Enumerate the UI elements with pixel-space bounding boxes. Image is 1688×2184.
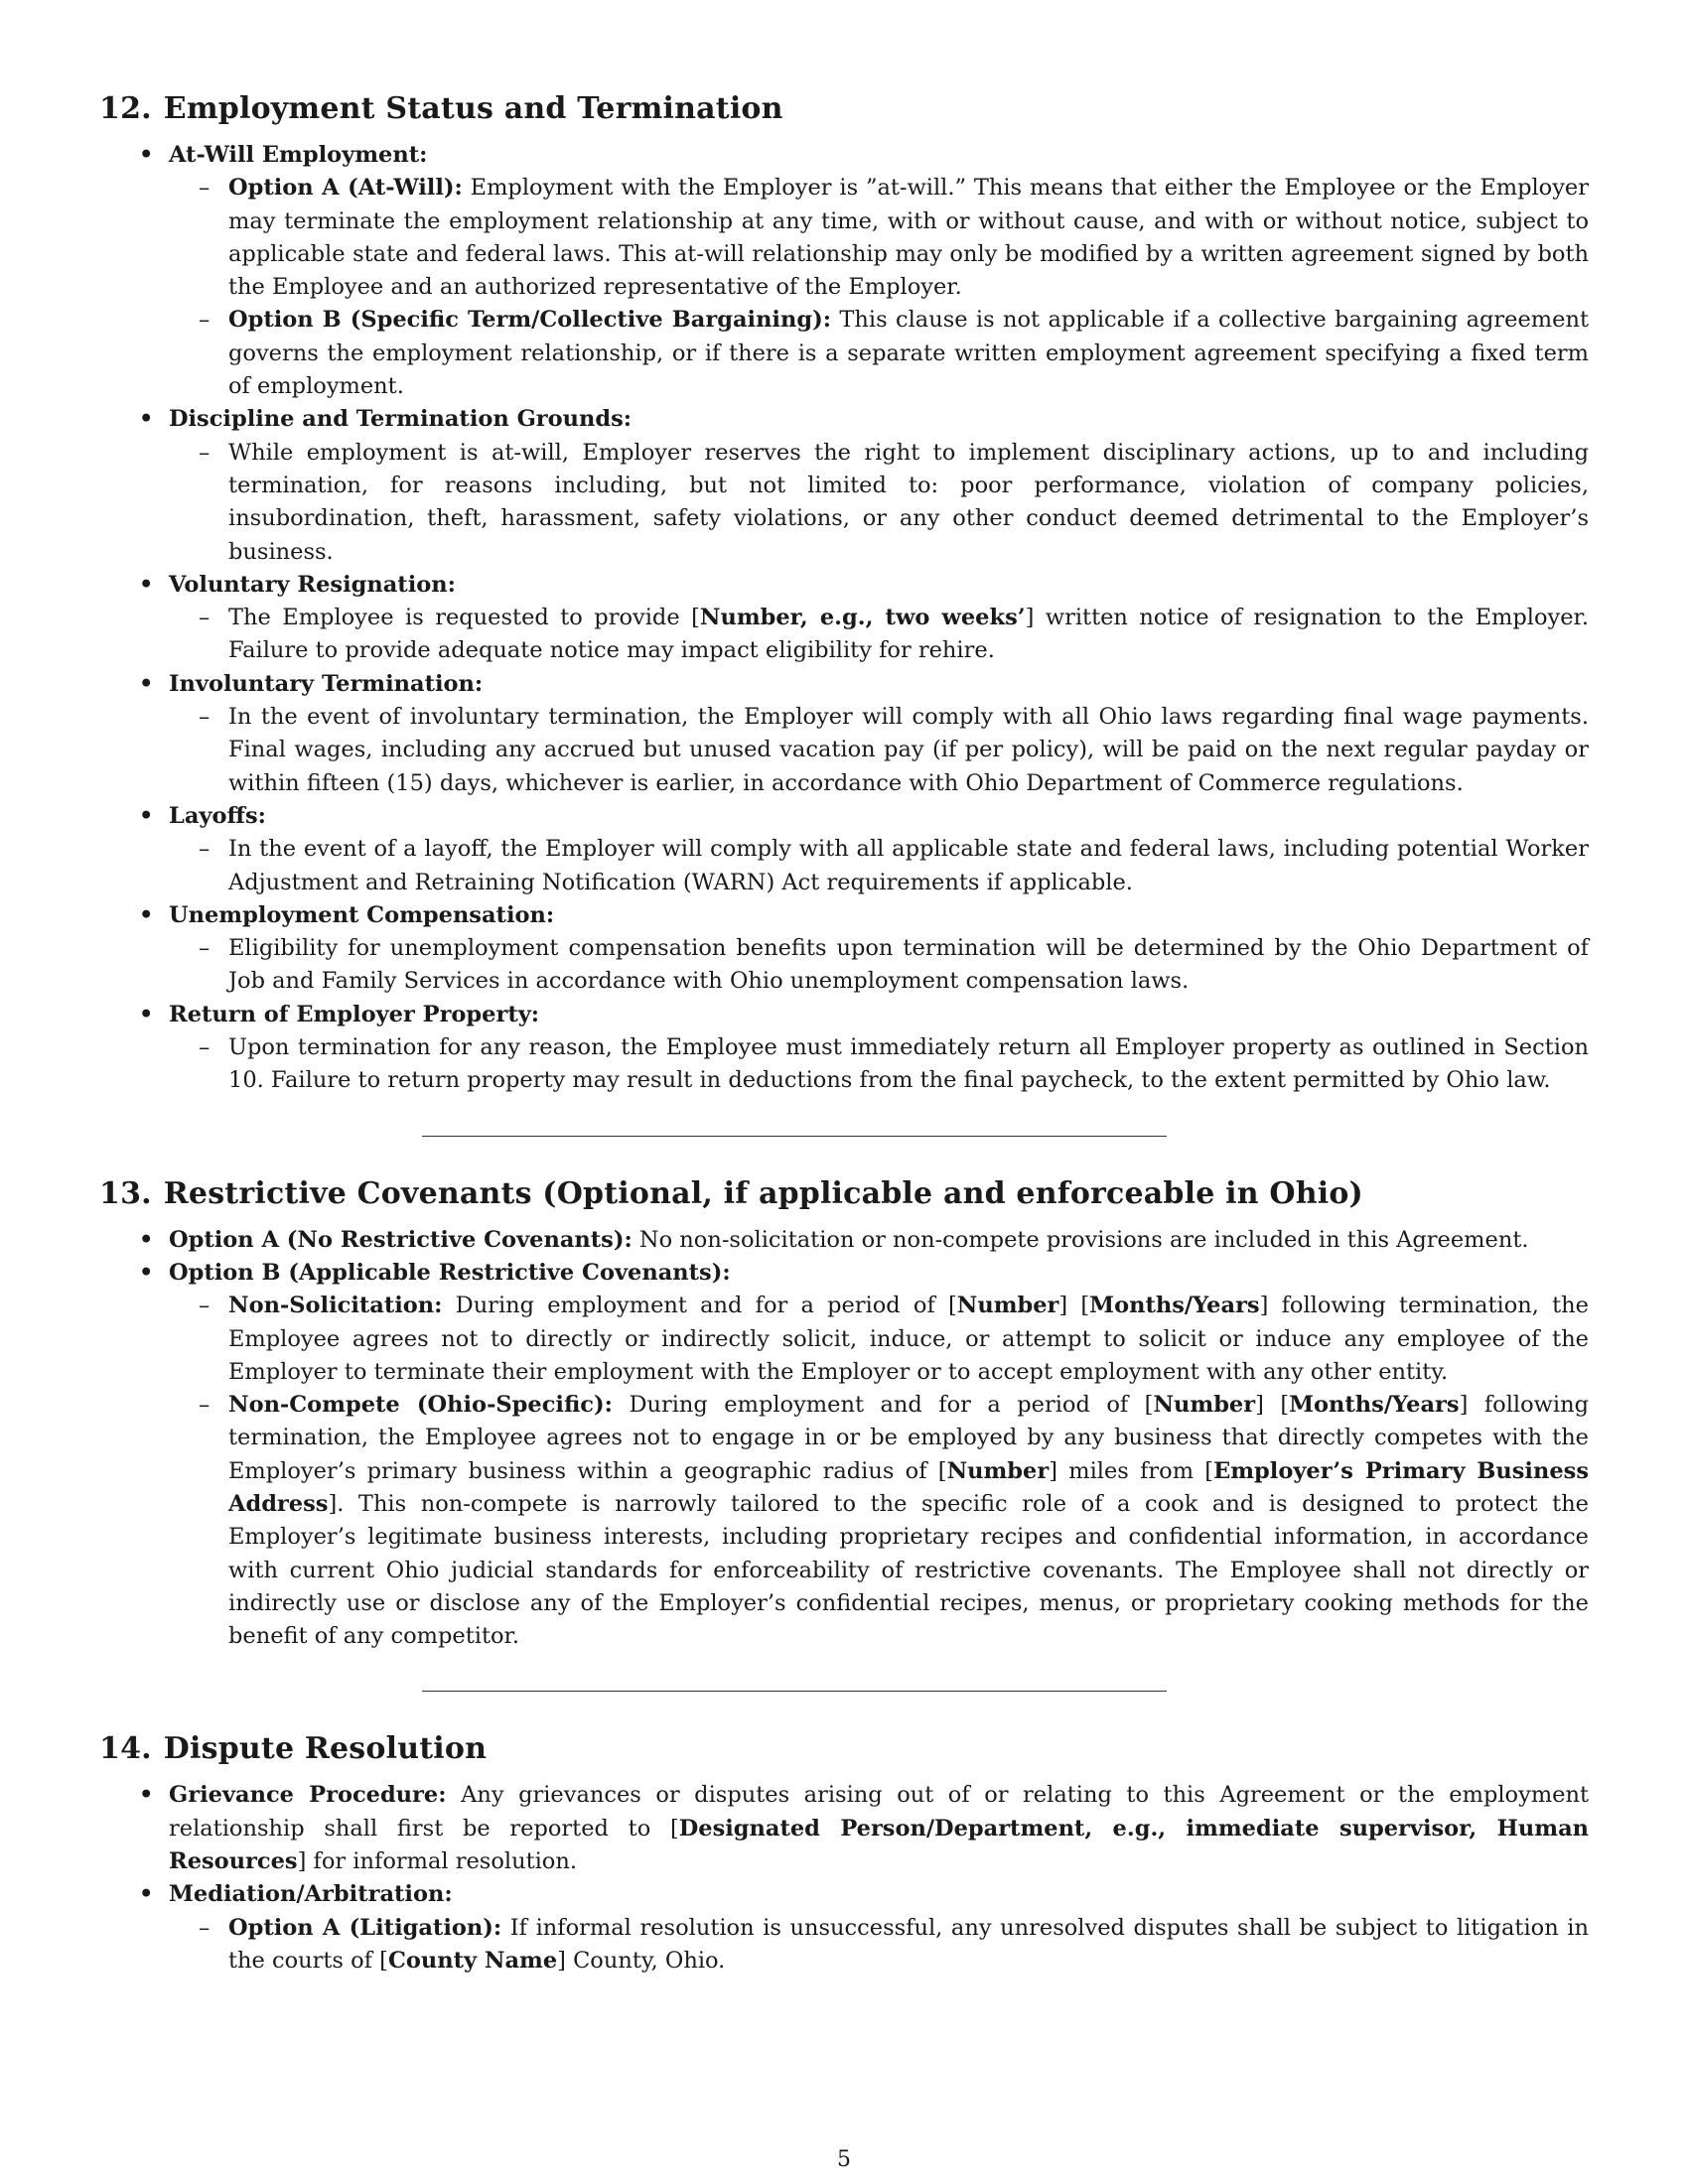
list-item-resignation: • Voluntary Resignation: – The Employee is requested to provide [Number, e.g., two weeks’] written notice of resignation to the Employer. Failure to provide adequate notice may impact eligibility for rehire. [169, 569, 1589, 668]
section-13-list [99, 1224, 1589, 1654]
placeholder-field: Number, e.g., two weeks’ [699, 605, 1026, 631]
document-page [99, 91, 1589, 1978]
section-14-list [99, 1779, 1589, 1978]
list-item-property: • Return of Employer Property: – Upon termination for any reason, the Employee must immediately return all Employer property as outlined in Section 10. Failure to return property may result in deductions from the final paycheck, to the extent permitted by Ohio law. [169, 999, 1589, 1098]
list-item-involuntary: • Involuntary Termination: – In the event of involuntary termination, the Employer will comply with all Ohio laws regarding final wage payments. Final wages, including any accrued but unused vacation pay (if per policy), will be paid on the next regular payday or within fifteen (15) days, whichever is earlier, in accordance with Ohio Department of Commerce regulations. [169, 668, 1589, 800]
list-item-option-b: • Option B (Applicable Restrictive Covenants): – Non-Solicitation: During employment and for a period of [Number] [Months/Years] following termination, the Employee agrees not to directly or indirectly solicit, induce, or attempt to solicit or induce any employee of the Employer to terminate their employment with the Employer or to accept employment with any other entity. – Non-Compete (Ohio-Specific): During employment and for a period of [Number] [Months/Years] following termination, the Employee agrees not to engage in or be employed by any business that directly competes with the Employer’s primary business within a geographic radius of [Number] miles from [Employer’s Primary Business Address]. This non-compete is narrowly tailored to the specific role of a cook and is designed to protect the Employer’s legitimate business interests, including proprietary recipes and confidential information, in accordance with current Ohio judicial standards for enforceability of restrictive covenants. The Employee shall not directly or indirectly use or disclose any of the Employer’s confidential recipes, menus, or proprietary cooking methods for the benefit of any competitor. [169, 1257, 1589, 1654]
sublist-item-non-solicitation: – Non-Solicitation: During employment and for a period of [Number] [Months/Years] following termination, the Employee agrees not to directly or indirectly solicit, induce, or attempt to solicit or induce any employee of the Employer to terminate their employment with the Employer or to accept employment with any other entity. [199, 1293, 1589, 1385]
list-item-unemployment: • Unemployment Compensation: – Eligibility for unemployment compensation benefits upon termination will be determined by the Ohio Department of Job and Family Services in accordance with Ohio unemployment compensation laws. [169, 899, 1589, 999]
sublist-item: – The Employee is requested to provide [Number, e.g., two weeks’] written notice of resignation to the Employer. Failure to provide adequate notice may impact eligibility for rehire. [199, 605, 1589, 664]
sublist-item: – In the event of involuntary termination, the Employer will comply with all Ohio laws regarding final wage payments. Final wages, including any accrued but unused vacation pay (if per policy), will be paid on the next regular payday or within fifteen (15) days, whichever is earlier, in accordance with Ohio Department of Commerce regulations. [199, 704, 1589, 796]
section-divider [422, 1691, 1167, 1692]
section-13-heading: 13. Restrictive Covenants (Optional, if applicable and enforceable in Ohio) [99, 1175, 1363, 1211]
sublist-item-option-b: – Option B (Specific Term/Collective Bargaining): This clause is not applicable if a collective bargaining agreement governs the employment relationship, or if there is a separate written employment agreement specifying a fixed term of employment. [199, 307, 1589, 400]
section-14 [99, 1731, 1589, 1978]
list-item-grievance: • Grievance Procedure: Any grievances or disputes arising out of or relating to this Agreement or the employment relationship shall first be reported to [Designated Person/Department, e.g., immediate supervisor, Human Resources] for informal resolution. [139, 1782, 1590, 1875]
sublist-item: – Upon termination for any reason, the Employee must immediately return all Employer property as outlined in Section 10. Failure to return property may result in deductions from the final paycheck, to the extent permitted by Ohio law. [199, 1034, 1589, 1094]
sublist-item: – While employment is at-will, Employer reserves the right to implement disciplinary actions, up to and including termination, for reasons including, but not limited to: poor performance, violation of company policies, insubordination, theft, harassment, safety violations, or any other conduct deemed detrimental to the Employer’s business. [199, 439, 1589, 565]
sublist-item-option-a: – Option A (At-Will): Employment with the Employer is ”at-will.” This means that either the Employee or the Employer may terminate the employment relationship at any time, with or without cause, and with or without notice, subject to applicable state and federal laws. This at-will relationship may only be modified by a written agreement signed by both the Employee and an authorized representative of the Employer. [199, 175, 1590, 301]
list-item-option-a: • Option A (No Restrictive Covenants): No non-solicitation or non-compete provisions are included in this Agreement. [139, 1226, 1529, 1253]
section-14-heading: 14. Dispute Resolution [99, 1731, 488, 1767]
sublist-item: – Eligibility for unemployment compensation benefits upon termination will be determined by the Ohio Department of Job and Family Services in accordance with Ohio unemployment compensation laws. [199, 935, 1589, 995]
section-13 [99, 1176, 1589, 1654]
list-item-at-will: • At-Will Employment: – Option A (At-Will): Employment with the Employer is ”at-will.” This means that either the Employee or the Employer may terminate the employment relationship at any time, with or without cause, and with or without notice, subject to applicable state and federal laws. This at-will relationship may only be modified by a written agreement signed by both the Employee and an authorized representative of the Employer. – Option B (Specific Term/Collective Bargaining): This clause is not applicable if a collective bargaining agreement governs the employment relationship, or if there is a separate written employment agreement specifying a fixed term of employment. [169, 139, 1589, 403]
sublist-item-non-compete: – Non-Compete (Ohio-Specific): During employment and for a period of [Number] [Months/Years] following termination, the Employee agrees not to engage in or be employed by any business that directly competes with the Employer’s primary business within a geographic radius of [Number] miles from [Employer’s Primary Business Address]. This non-compete is narrowly tailored to the specific role of a cook and is designed to protect the Employer’s legitimate business interests, including proprietary recipes and confidential information, in accordance with current Ohio judicial standards for enforceability of restrictive covenants. The Employee shall not directly or indirectly use or disclose any of the Employer’s confidential recipes, menus, or proprietary cooking methods for the benefit of any competitor. [199, 1392, 1589, 1650]
list-item-layoffs: • Layoffs: – In the event of a layoff, the Employer will comply with all applicable state and federal laws, including potential Worker Adjustment and Retraining Notification (WARN) Act requirements if applicable. [169, 800, 1589, 899]
sublist-item-litigation: – Option A (Litigation): If informal resolution is unsuccessful, any unresolved disputes shall be subject to litigation in the courts of [County Name] County, Ohio. [199, 1914, 1589, 1974]
bullet: • [139, 142, 154, 168]
list-item-discipline: • Discipline and Termination Grounds: – While employment is at-will, Employer reserves the right to implement disciplinary actions, up to and including termination, for reasons including, but not limited to: poor performance, violation of company policies, insubordination, theft, harassment, safety violations, or any other conduct deemed detrimental to the Employer’s business. [169, 403, 1589, 568]
page-number: 5 [837, 2147, 851, 2172]
section-12-heading: 12. Employment Status and Termination [99, 91, 783, 126]
section-12-list [99, 139, 1589, 1098]
list-item-mediation: • Mediation/Arbitration: – Option A (Litigation): If informal resolution is unsuccessful, any unresolved disputes shall be subject to litigation in the courts of [County Name] County, Ohio. [169, 1878, 1589, 1978]
sublist-item: – In the event of a layoff, the Employer will comply with all applicable state and federal laws, including potential Worker Adjustment and Retraining Notification (WARN) Act requirements if applicable. [199, 836, 1589, 895]
section-divider [422, 1136, 1167, 1137]
section-12 [99, 91, 1589, 1098]
